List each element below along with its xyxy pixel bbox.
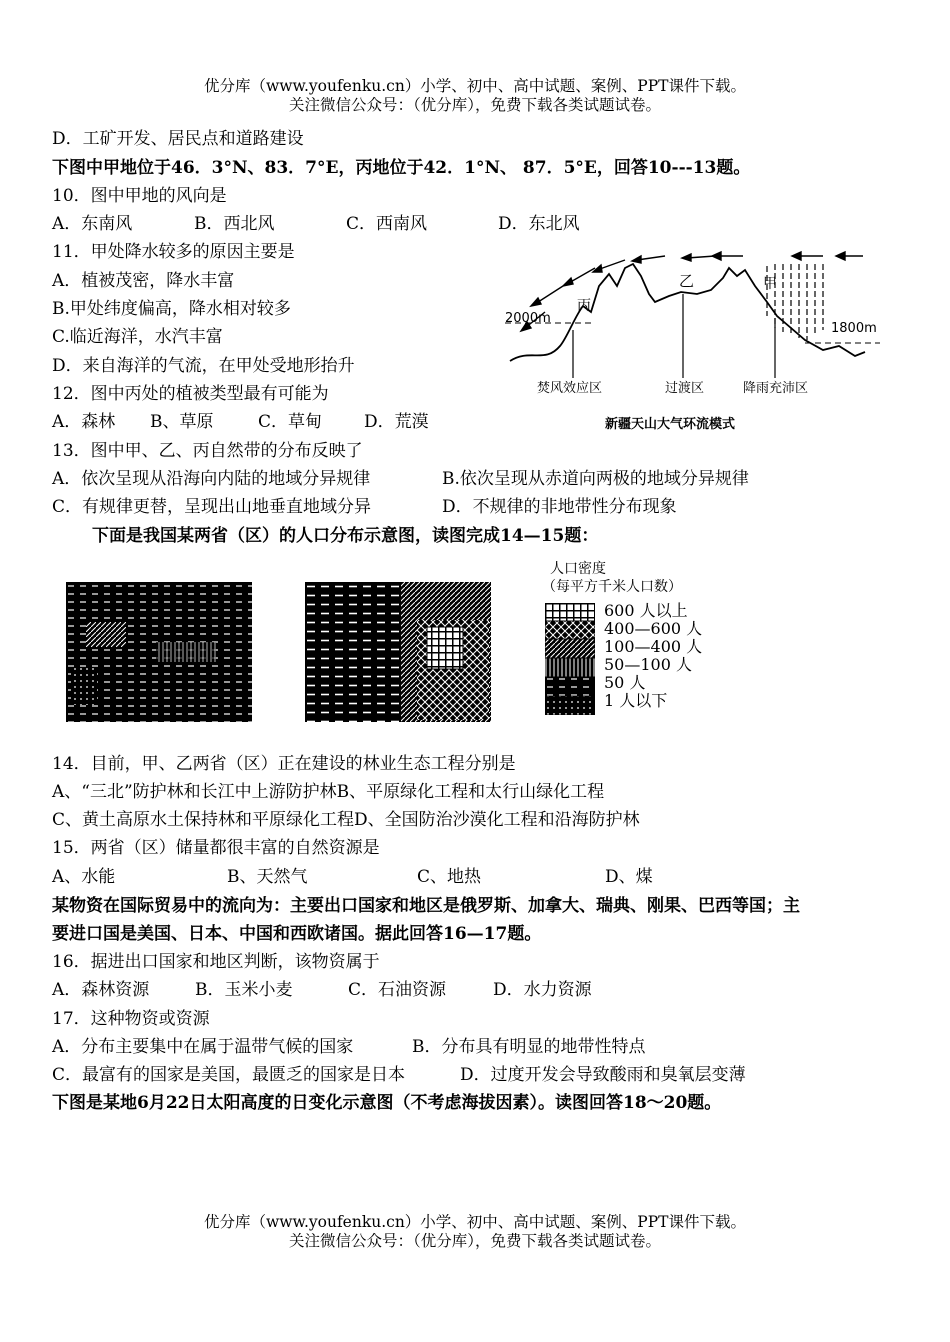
- q13-option-b: B.依次呈现从赤道向两极的地域分异规律: [442, 469, 749, 489]
- q17-option-a: A．分布主要集中在属于温带气候的国家: [52, 1037, 354, 1057]
- q10-option-c: C．西南风: [346, 214, 428, 234]
- intro-18-20: 下图是某地6月22日太阳高度的日变化示意图（不考虑海拔因素）。读图回答18～20题。: [52, 1093, 722, 1113]
- q17-options-ab: [52, 1036, 646, 1058]
- q11-option-d: D．来自海洋的气流，在甲处受地形抬升: [52, 356, 355, 376]
- q17-option-d: D．过度开发会导致酸雨和臭氧层变薄: [460, 1065, 746, 1085]
- diagram-caption: 新疆天山大气环流模式: [605, 417, 736, 432]
- zone-label-foehn: 焚风效应区: [537, 381, 603, 396]
- header-line-2: 关注微信公众号：（优分库），免费下载各类试题试卷。: [288, 96, 661, 114]
- q14-options-ab: A、“三北”防护林和长江中上游防护林B、平原绿化工程和太行山绿化工程: [52, 782, 605, 802]
- q17-option-b: B．分布具有明显的地带性特点: [412, 1037, 646, 1057]
- legend-item-100-400: 100—400 人: [604, 637, 703, 656]
- legend-item-1: 1 人以下: [604, 691, 668, 710]
- q10-options: [52, 213, 580, 235]
- intro-16-17-line-2: 要进口国是美国、日本、中国和西欧诸国。据此回答16—17题。: [52, 924, 542, 944]
- tianshan-circulation-diagram: [505, 246, 900, 446]
- q17-options-cd: [52, 1064, 746, 1086]
- q9-option-d: D．工矿开发、居民点和道路建设: [52, 129, 304, 149]
- legend-swatches: [545, 603, 595, 715]
- intro-10-13: 下图中甲地位于46．3°N、83．7°E，丙地位于42．1°N、 87．5°E，回答10---13题。: [52, 158, 751, 178]
- q11-option-b: B.甲处纬度偏高，降水相对较多: [52, 299, 291, 319]
- label-1800m: 1800m: [831, 321, 877, 336]
- footer-line-1: 优分库（www.youfenku.cn）小学、初中、高中试题、案例、PPT课件下载。: [203, 1213, 747, 1231]
- q12-option-d: D．荒漠: [364, 412, 429, 432]
- q10-option-b: B．西北风: [194, 214, 275, 234]
- footer-line-2: 关注微信公众号：（优分库），免费下载各类试题试卷。: [288, 1232, 661, 1250]
- q17-option-c: C．最富有的国家是美国，最匮乏的国家是日本: [52, 1065, 406, 1085]
- zone-label-rainfall: 降雨充沛区: [743, 381, 809, 396]
- q12-option-b: B、草原: [150, 412, 214, 432]
- q14-stem: 14．目前，甲、乙两省（区）正在建设的林业生态工程分别是: [52, 754, 516, 774]
- wind-arrows: [521, 252, 863, 331]
- q11-option-a: A．植被茂密，降水丰富: [52, 271, 235, 291]
- legend-subtitle: （每平方千米人口数）: [542, 579, 682, 595]
- q10-option-d: D．东北风: [498, 214, 580, 234]
- label-2000m: 2000m: [505, 311, 551, 326]
- q13-option-d: D．不规律的非地带性分布现象: [442, 497, 677, 517]
- intro-16-17-line-1: 某物资在国际贸易中的流向为：主要出口国家和地区是俄罗斯、加拿大、瑞典、刚果、巴西等国；主: [52, 896, 800, 916]
- q11-stem: 11．甲处降水较多的原因主要是: [52, 242, 295, 262]
- legend-item-50: 50 人: [604, 673, 646, 692]
- q16-option-b: B．玉米小麦: [195, 980, 293, 1000]
- population-map-yi: [305, 582, 491, 722]
- q15-option-a: A、水能: [52, 867, 116, 887]
- q13-options-ab: [52, 468, 749, 490]
- q12-options: [52, 411, 429, 433]
- q12-stem: 12．图中丙处的植被类型最有可能为: [52, 384, 329, 404]
- q10-option-a: A．东南风: [52, 214, 133, 234]
- q14-options-cd: C、黄土高原水土保持林和平原绿化工程D、全国防治沙漠化工程和沿海防护林: [52, 810, 640, 830]
- legend-title: 人口密度: [550, 561, 606, 577]
- intro-14-15: 下面是我国某两省（区）的人口分布示意图，读图完成14—15题：: [92, 526, 599, 546]
- q10-stem: 10．图中甲地的风向是: [52, 186, 227, 206]
- q13-option-c: C．有规律更替，呈现出山地垂直地域分异: [52, 497, 372, 517]
- label-bing: 丙: [577, 298, 591, 314]
- q15-options: [52, 866, 653, 888]
- legend-item-400-600: 400—600 人: [604, 619, 703, 638]
- q17-stem: 17．这种物资或资源: [52, 1009, 210, 1029]
- zone-label-transition: 过渡区: [665, 381, 705, 396]
- q16-options: [52, 979, 592, 1001]
- q16-option-c: C．石油资源: [348, 980, 447, 1000]
- q15-option-c: C、地热: [417, 867, 482, 887]
- legend-item-50-100: 50—100 人: [604, 655, 692, 674]
- q13-option-a: A．依次呈现从沿海向内陆的地域分异规律: [52, 469, 371, 489]
- q11-option-c: C.临近海洋，水汽丰富: [52, 327, 223, 347]
- header-line-1: 优分库（www.youfenku.cn）小学、初中、高中试题、案例、PPT课件下载。: [203, 77, 747, 95]
- q15-option-b: B、天然气: [227, 867, 308, 887]
- q15-option-d: D、煤: [605, 867, 653, 887]
- q16-stem: 16．据进出口国家和地区判断，该物资属于: [52, 952, 380, 972]
- q13-options-cd: [52, 496, 677, 518]
- label-yi: 乙: [679, 272, 695, 290]
- label-jia: 甲: [763, 276, 777, 292]
- q13-stem: 13．图中甲、乙、丙自然带的分布反映了: [52, 441, 363, 461]
- q16-option-a: A．森林资源: [52, 980, 150, 1000]
- q12-option-a: A．森林: [52, 412, 116, 432]
- q12-option-c: C．草甸: [258, 412, 323, 432]
- population-map-jia: [66, 582, 252, 722]
- q15-stem: 15．两省（区）储量都很丰富的自然资源是: [52, 838, 380, 858]
- legend-item-600: 600 人以上: [604, 601, 688, 620]
- q16-option-d: D．水力资源: [493, 980, 592, 1000]
